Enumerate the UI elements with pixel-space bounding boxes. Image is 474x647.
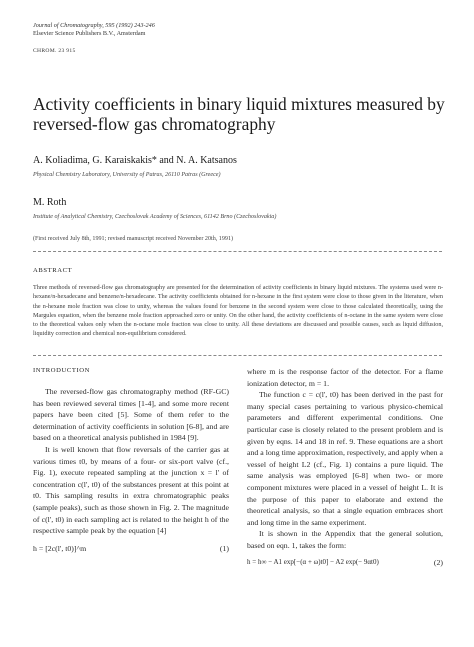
equation-1-row xyxy=(33,543,229,555)
received-dates: (First received July 8th, 1991; revised manuscript received November 20th, 1991) xyxy=(33,236,234,242)
equation-1-number: (1) xyxy=(219,543,229,553)
right-paragraph-3: It is shown in the Appendix that the general solution, based on eqn. 1, takes the form: xyxy=(247,529,443,550)
affiliation-secondary: Institute of Analytical Chemistry, Czechoslovak Academy of Sciences, 61142 Brno (Czechoslovakia) xyxy=(33,214,277,220)
right-paragraph-1: where m is the response factor of the detector. For a flame ionization detector, m = 1. xyxy=(247,367,443,388)
chrom-code: CHROM. 23 915 xyxy=(33,48,76,54)
authors-primary: A. Koliadima, G. Karaiskakis* and N. A. Katsanos xyxy=(33,155,237,166)
header-divider xyxy=(33,251,442,252)
equation-2-row xyxy=(247,557,443,569)
equation-2-number: (2) xyxy=(433,557,443,567)
abstract-divider xyxy=(33,355,442,356)
introduction-heading: INTRODUCTION xyxy=(33,367,91,374)
right-column xyxy=(247,366,443,568)
affiliation-primary: Physical Chemistry Laboratory, University of Patras, 26110 Patras (Greece) xyxy=(33,172,221,178)
intro-paragraph-1: The reversed-flow gas chromatography method (RF-GC) has been reviewed several times [1-4], and some more recent papers have been cited [5]. Some of them refer to the determination of activity coefficients in solution [6-8], and are based on a theoretical analysis published in 1984 [9]. xyxy=(33,387,229,443)
right-paragraph-2: The function c = c(l', t0) has been derived in the past for many special cases pertaining to various physico-chemical parameters and different experimental conditions. One particular case is closely related to the present problem and is given by eqns. 14 and 18 in ref. 9. These equations are a short and a long time approximation, respectively, and apply when a vessel of height L2 (cf., Fig. 1) contains a pure liquid. The same analysis was employed [6-8] when two- or more component mixtures were placed in a vessel of height L. It is the purpose of this paper to elaborate and extend the theoretical analysis, so that a single equation embraces short and long time in the same experiment. xyxy=(247,390,443,527)
intro-paragraph-2: It is well known that flow reversals of the carrier gas at various times t0, by means of a four- or six-port valve (cf., Fig. 1), execute repeated sampling at the junction x = l' of concentration c(l', t0) of the substances present at this point at t0. This sampling results in extra chromatographic peaks (sample peaks), such as those shown in Fig. 2. The magnitude of c(l', t0) in each sampling act is related to the height h of the respective sample peak by the equation [4] xyxy=(33,444,229,536)
left-column xyxy=(33,386,229,554)
equation-2: h = h∞ − A1 exp[−(α + ω)t0] − A2 exp(− 9αt0) xyxy=(247,557,379,566)
equation-1: h = [2c(l', t0)]^m xyxy=(33,543,87,553)
title-line-1: Activity coefficients in binary liquid mixtures measured by xyxy=(33,94,445,114)
title-line-2: reversed-flow gas chromatography xyxy=(33,114,276,134)
authors-secondary: M. Roth xyxy=(33,197,67,208)
abstract-body: Three methods of reversed-flow gas chromatography are presented for the determination of activity coefficients in binary liquid mixtures. The systems used were n-hexane/n-hexadecane and benzene/n-hexadecane. The activity coefficients obtained for n-hexane in the first system were close to those given in the literature, when the n-hexane mole fraction was close to unity, whereas the values found for benzene in the second system were close to those calculated theoretically, using the Margules equation, when the benzene mole fraction approached zero or unity. On the other hand, the activity coefficients of n-octane in the same system were close to the theoretical values only when the n-octane mole fraction was close to unity. All these deviations are discussed and possible causes, such as liquid diffusion, liquidity correction and chemical non-equilibrium considered. xyxy=(33,284,443,338)
paper-title xyxy=(33,94,453,134)
journal-citation: Journal of Chromatography, 595 (1992) 243-246 xyxy=(33,22,155,29)
abstract-heading: ABSTRACT xyxy=(33,267,73,274)
publisher-line: Elsevier Science Publishers B.V., Amsterdam xyxy=(33,30,146,37)
